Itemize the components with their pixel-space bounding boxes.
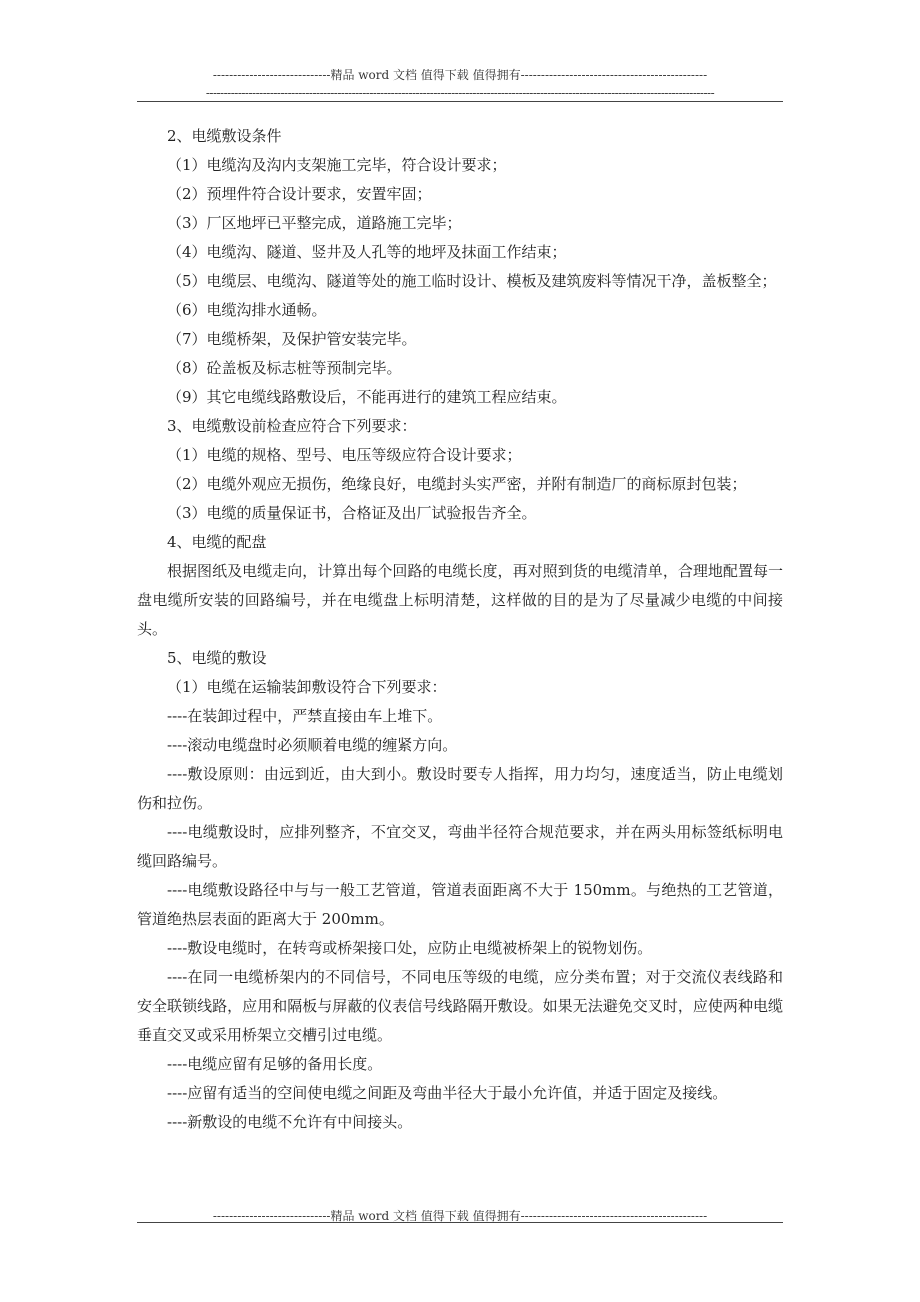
list-item: （5）电缆层、电缆沟、隧道等处的施工临时设计、模板及建筑废料等情况干净，盖板整全；: [167, 272, 777, 290]
page-header-banner: -----------------------------精品 word 文档 值得下载 值得拥有----------------------------------------------: [212, 68, 708, 82]
list-item: （7）电缆桥架，及保护管安装完毕。: [167, 330, 417, 348]
list-item: （3）厂区地坪已平整完成，道路施工完毕；: [167, 214, 462, 232]
header-rule: [137, 101, 783, 102]
list-item: ----滚动电缆盘时必须顺着电缆的缠紧方向。: [167, 736, 458, 754]
footer-rule: [137, 1222, 783, 1223]
page-footer-banner: -----------------------------精品 word 文档 值得下载 值得拥有----------------------------------------------: [212, 1209, 708, 1223]
list-item: （2）电缆外观应无损伤，绝缘良好，电缆封头实严密，并附有制造厂的商标原封包装；: [167, 475, 747, 493]
section-heading: 3、电缆敷设前检查应符合下列要求：: [167, 417, 417, 435]
list-item: ----在同一电缆桥架内的不同信号，不同电压等级的电缆，应分类布置；对于交流仪表线路和安全联锁线路，应用和隔板与屏蔽的仪表信号线路隔开敷设。如果无法避免交叉时，应使两种电缆垂直交叉或采用桥架立交槽引过电缆。: [137, 968, 783, 1044]
section-heading: 4、电缆的配盘: [167, 533, 267, 551]
body-paragraph: 根据图纸及电缆走向，计算出每个回路的电缆长度，再对照到货的电缆清单，合理地配置每一盘电缆所安装的回路编号，并在电缆盘上标明清楚，这样做的目的是为了尽量减少电缆的中间接头。: [137, 562, 783, 638]
list-item: （4）电缆沟、隧道、竖井及人孔等的地坪及抹面工作结束；: [167, 243, 567, 261]
page-header-dashes: -----------------------------------------------------------------------------------------------------------------------------------------------: [205, 86, 715, 100]
list-item: ----电缆敷设路径中与与一般工艺管道，管道表面距离不大于 150mm。与绝热的工艺管道，管道绝热层表面的距离大于 200mm。: [137, 881, 783, 928]
list-item: ----应留有适当的空间使电缆之间距及弯曲半径大于最小允许值，并适于固定及接线。: [167, 1084, 728, 1102]
list-item: ----新敷设的电缆不允许有中间接头。: [167, 1113, 413, 1131]
list-item: ----在装卸过程中，严禁直接由车上堆下。: [167, 707, 443, 725]
list-item: （3）电缆的质量保证书，合格证及出厂试验报告齐全。: [167, 504, 537, 522]
list-item: ----电缆应留有足够的备用长度。: [167, 1055, 383, 1073]
list-item: （1）电缆的规格、型号、电压等级应符合设计要求；: [167, 446, 522, 464]
list-item: （1）电缆在运输装卸敷设符合下列要求：: [167, 678, 447, 696]
list-item: （8）砼盖板及标志桩等预制完毕。: [167, 359, 402, 377]
list-item: （2）预埋件符合设计要求，安置牢固；: [167, 185, 432, 203]
document-body: [137, 122, 783, 1137]
list-item: ----敷设电缆时，在转弯或桥架接口处，应防止电缆被桥架上的锐物划伤。: [167, 939, 653, 957]
section-heading: 5、电缆的敷设: [167, 649, 267, 667]
list-item: （6）电缆沟排水通畅。: [167, 301, 327, 319]
list-item: （1）电缆沟及沟内支架施工完毕，符合设计要求；: [167, 156, 507, 174]
list-item: （9）其它电缆线路敷设后，不能再进行的建筑工程应结束。: [167, 388, 567, 406]
list-item: ----敷设原则：由远到近，由大到小。敷设时要专人指挥，用力均匀，速度适当，防止电缆划伤和拉伤。: [137, 765, 783, 812]
section-heading: 2、电缆敷设条件: [167, 127, 282, 145]
list-item: ----电缆敷设时，应排列整齐，不宜交叉，弯曲半径符合规范要求，并在两头用标签纸标明电缆回路编号。: [137, 823, 783, 870]
